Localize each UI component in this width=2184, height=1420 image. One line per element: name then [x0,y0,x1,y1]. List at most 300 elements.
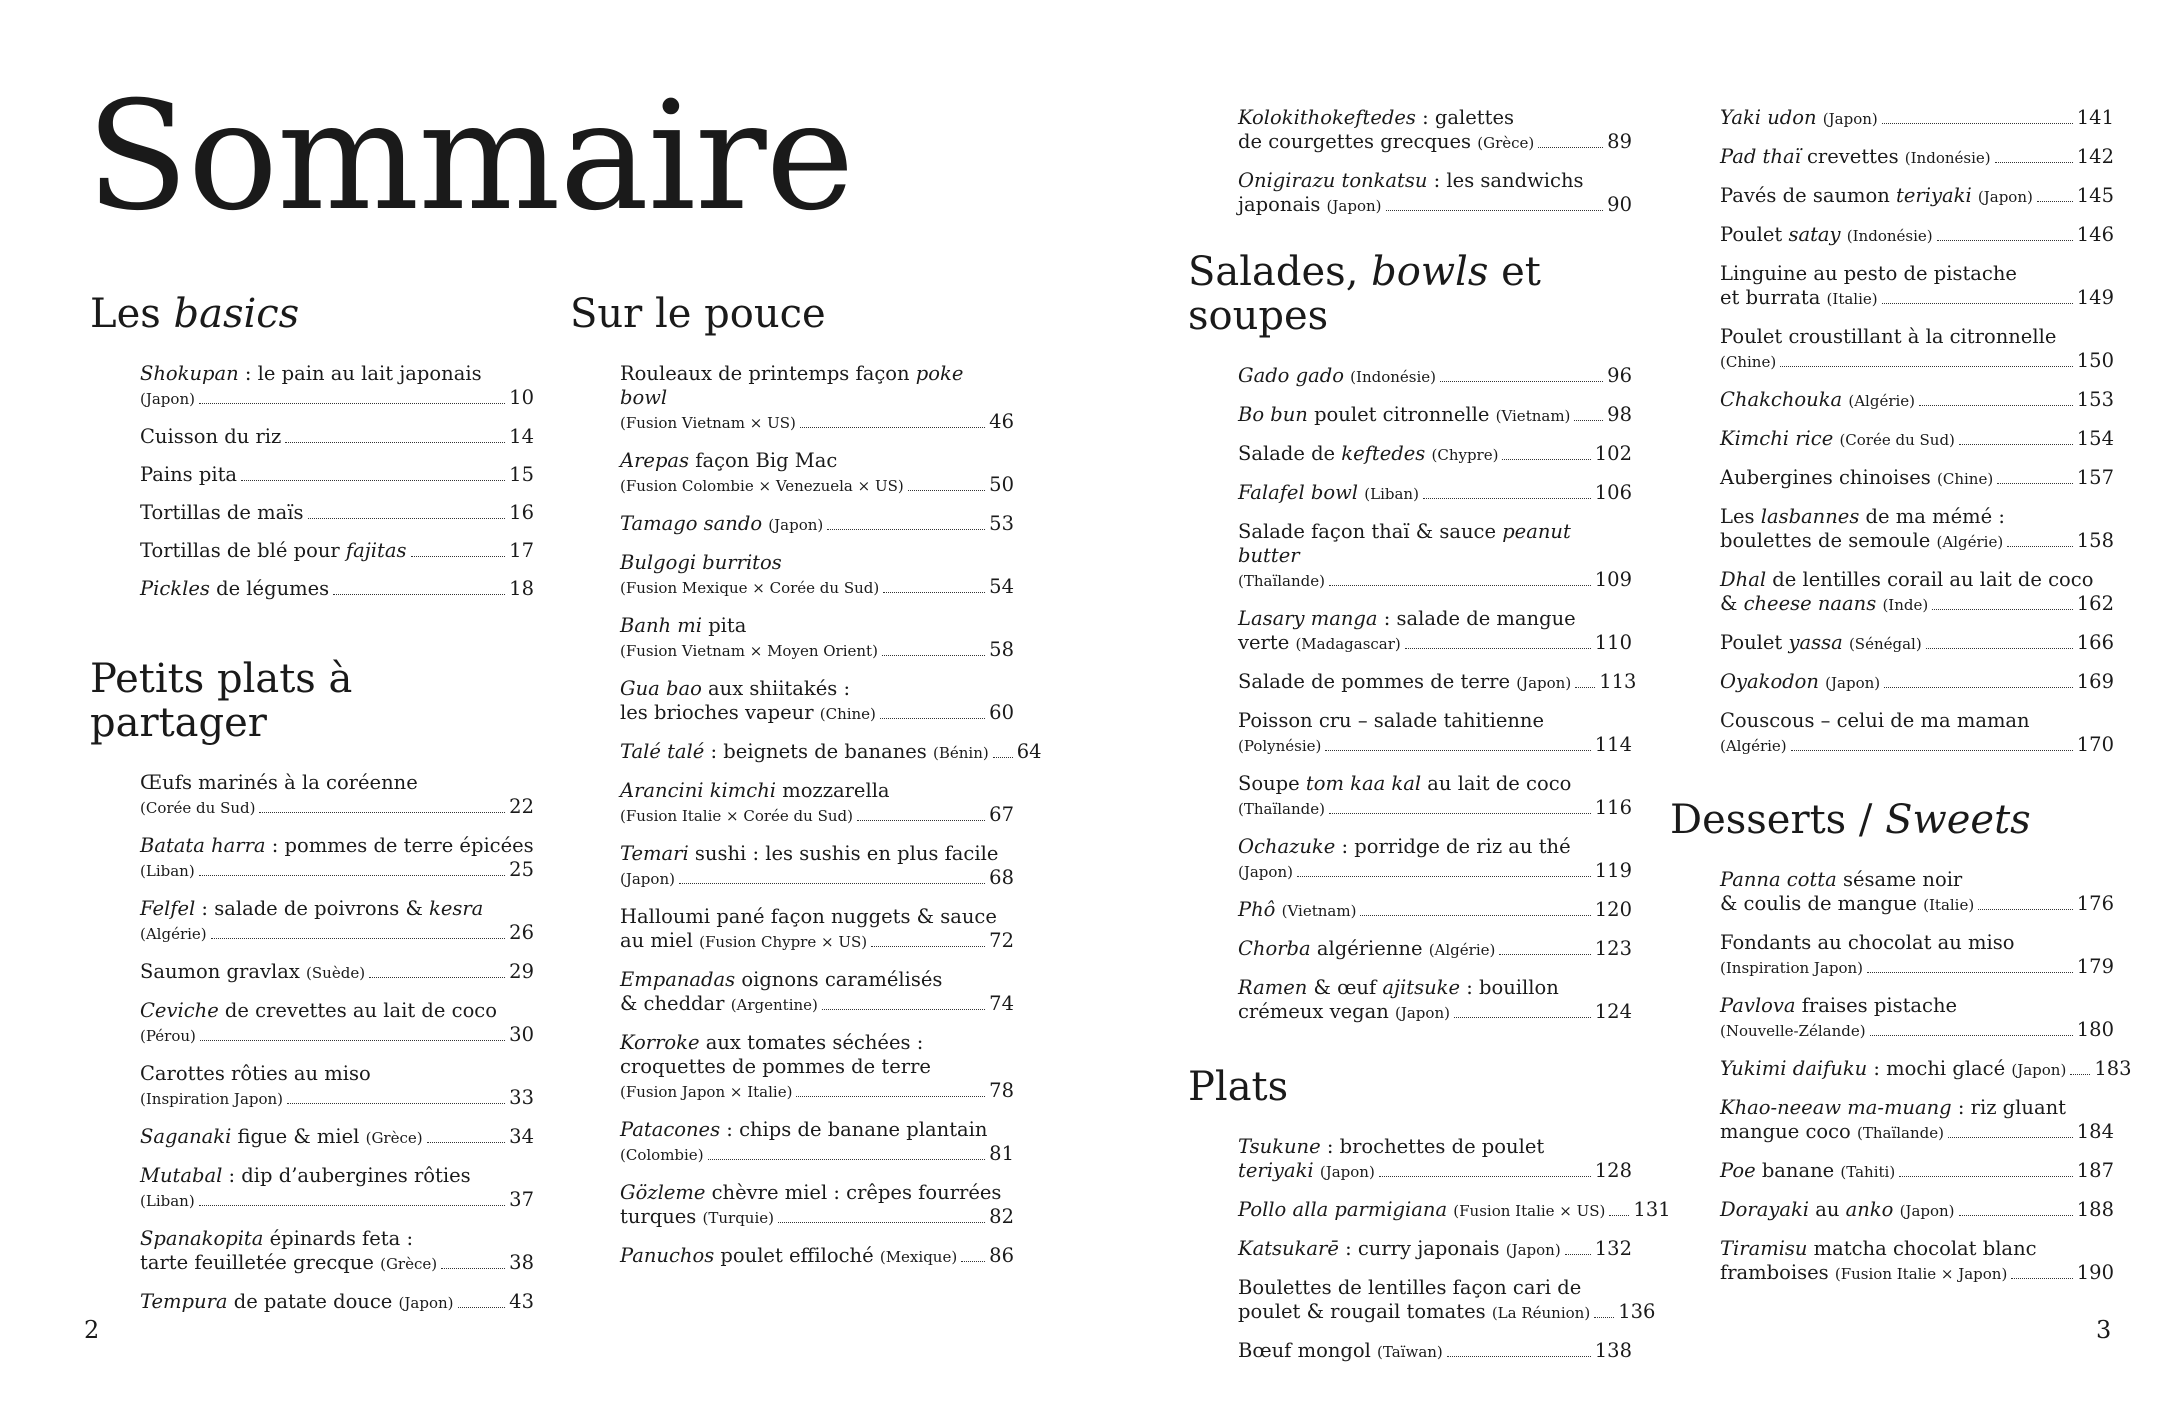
entry-page-number: 37 [509,1188,534,1211]
toc-entry[interactable] [1720,106,2114,131]
toc-entries [140,362,534,601]
entry-page-number: 109 [1594,568,1632,591]
entry-title: Yaki udon (Japon) [1720,106,1878,129]
toc-entry[interactable] [1720,184,2114,209]
entry-title: Aubergines chinoises (Chine) [1720,466,1994,489]
dot-leader [1386,210,1604,211]
entry-page-number: 53 [989,512,1014,535]
toc-entry[interactable] [1720,1057,2132,1082]
entry-title: Saganaki figue & miel (Grèce) [140,1125,423,1148]
entry-title: japonais (Japon) [1238,193,1382,216]
entry-title: Dorayaki au anko (Japon) [1720,1198,1955,1221]
dot-leader [287,1103,505,1104]
toc-entry[interactable] [1720,505,2114,554]
entry-title-line: Poisson cru – salade tahitienne [1238,709,1545,732]
entry-title-line: Temari sushi : les sushis en plus facile [620,842,999,865]
dot-leader [259,812,505,813]
entry-title: (Japon) [140,390,195,408]
dot-leader [1884,687,2073,688]
toc-entry[interactable] [1238,364,1632,389]
dot-leader [961,1261,985,1262]
entry-title-line: Œufs marinés à la coréenne [140,771,418,794]
entry-page-number: 10 [509,386,534,409]
entry-title: turques (Turquie) [620,1205,774,1228]
entry-title: & cheddar (Argentine) [620,992,818,1015]
toc-entry[interactable] [140,362,534,411]
dot-leader [871,946,985,947]
dot-leader [1882,123,2073,124]
entry-page-number: 110 [1594,631,1632,654]
entry-page-number: 46 [989,410,1014,433]
section-title: Sur le pouce [570,291,826,337]
toc-entry[interactable] [1720,1096,2114,1145]
page-number-right: 3 [2096,1316,2112,1344]
dot-leader [2037,201,2073,202]
toc-entry[interactable] [620,842,1014,891]
entry-page-number: 25 [509,858,534,881]
entry-page-number: 166 [2076,631,2114,654]
entry-title: Oyakodon (Japon) [1720,670,1881,693]
toc-entry[interactable] [620,779,1014,828]
section-plats-continued [1670,106,2114,758]
entry-title: Gado gado (Indonésie) [1238,364,1437,387]
entry-page-number: 187 [2076,1159,2114,1182]
toc-entry[interactable] [1238,1135,1632,1184]
toc-entry[interactable] [140,960,534,985]
entry-title-line: Empanadas oignons caramélisés [620,968,943,991]
toc-entry[interactable] [1238,898,1632,923]
entry-title: poulet & rougail tomates (La Réunion) [1238,1300,1591,1323]
dot-leader [1867,972,2073,973]
dot-leader [1502,459,1590,460]
toc-entry[interactable] [1720,466,2114,491]
entry-title: Katsukarē : curry japonais (Japon) [1238,1237,1561,1260]
dot-leader [1405,648,1591,649]
dot-leader [1440,381,1603,382]
entry-page-number: 120 [1594,898,1632,921]
toc-entry[interactable] [140,771,534,820]
toc-entry[interactable] [1238,670,1637,695]
section-petits-plats [90,657,534,1315]
entry-title-line: Ochazuke : porridge de riz au thé [1238,835,1571,858]
entry-title: (Algérie) [140,925,207,943]
entry-page-number: 89 [1607,130,1632,153]
entry-page-number: 60 [989,701,1014,724]
entry-title-line: Panna cotta sésame noir [1720,868,1963,891]
toc-entry[interactable] [620,1244,1014,1269]
toc-entry[interactable] [1238,976,1632,1025]
entry-title: tarte feuilletée grecque (Grèce) [140,1251,438,1274]
entry-page-number: 22 [509,795,534,818]
entry-title-line: Rouleaux de printemps façon poke bowl [620,362,964,409]
entry-title: Poulet yassa (Sénégal) [1720,631,1922,654]
toc-entry[interactable] [1238,481,1632,506]
dot-leader [1575,687,1595,688]
dot-leader [1995,162,2073,163]
toc-entry[interactable] [620,677,1014,726]
toc-entry[interactable] [1238,937,1632,962]
toc-entry[interactable] [620,1031,1014,1104]
entry-page-number: 157 [2076,466,2114,489]
entry-title-line: Bulgogi burritos [620,551,782,574]
toc-entry[interactable] [140,834,534,883]
toc-entry[interactable] [620,1118,1014,1167]
entry-title: Talé talé : beignets de bananes (Bénin) [620,740,989,763]
toc-entry[interactable] [1238,106,1632,155]
entry-title: Pickles de légumes [140,577,330,600]
entry-title: (Japon) [1238,863,1293,881]
entry-page-number: 106 [1594,481,1632,504]
entry-page-number: 33 [509,1086,534,1109]
entry-title-line: Felfel : salade de poivrons & kesra [140,897,484,920]
dot-leader [241,480,505,481]
page-title: Sommaire [86,70,854,244]
dot-leader [1899,1176,2073,1177]
entry-title: (Corée du Sud) [140,799,256,817]
entry-title: les brioches vapeur (Chine) [620,701,876,724]
entry-title-line: Arancini kimchi mozzarella [620,779,890,802]
toc-entry[interactable] [1238,709,1632,758]
dot-leader [778,1222,985,1223]
entry-title-line: Gözleme chèvre miel : crêpes fourrées [620,1181,1002,1204]
entry-title: et burrata (Italie) [1720,286,1878,309]
entry-page-number: 190 [2076,1261,2114,1284]
entry-page-number: 136 [1618,1300,1656,1323]
entry-title: (Fusion Italie × Corée du Sud) [620,807,853,825]
toc-entry[interactable] [620,740,1042,765]
entry-title: verte (Madagascar) [1238,631,1401,654]
toc-entries [1720,106,2114,758]
entry-title-line: Ceviche de crevettes au lait de coco [140,999,497,1022]
entry-title: au miel (Fusion Chypre × US) [620,929,868,952]
entry-page-number: 154 [2076,427,2114,450]
entry-page-number: 15 [509,463,534,486]
toc-entry[interactable] [1720,223,2114,248]
entry-title-line: croquettes de pommes de terre [620,1055,931,1078]
dot-leader [1325,750,1590,751]
section-sur-le-pouce-continued [1188,106,1632,218]
dot-leader [1997,483,2073,484]
toc-entry[interactable] [1238,442,1632,467]
dot-leader [458,1307,506,1308]
entry-title-line: Carottes rôties au miso [140,1062,371,1085]
entry-title: Bo bun poulet citronnelle (Vietnam) [1238,403,1571,426]
entry-title: (Fusion Vietnam × Moyen Orient) [620,642,878,660]
entry-page-number: 16 [509,501,534,524]
entry-title-line: Halloumi pané façon nuggets & sauce [620,905,997,928]
entry-title-line: Batata harra : pommes de terre épicées [140,834,534,857]
entry-page-number: 82 [989,1205,1014,1228]
toc-entry[interactable] [1720,1198,2114,1223]
dot-leader [908,490,985,491]
dot-leader [1870,1035,2073,1036]
toc-entries [140,771,534,1315]
dot-leader [1978,909,2073,910]
entry-title: Tamago sando (Japon) [620,512,824,535]
entry-page-number: 131 [1633,1198,1671,1221]
toc-entry[interactable] [1720,868,2114,917]
entry-title: Poe banane (Tahiti) [1720,1159,1896,1182]
dot-leader [369,977,505,978]
entry-title: (Japon) [620,870,675,888]
entry-title: (Pérou) [140,1027,196,1045]
entry-page-number: 132 [1594,1237,1632,1260]
toc-entry[interactable] [140,425,534,449]
toc-entry[interactable] [1720,631,2114,656]
page-number-left: 2 [84,1316,100,1344]
entry-page-number: 86 [989,1244,1014,1267]
entry-title: (Chine) [1720,353,1777,371]
section-title: Petits plats à partager [90,656,353,746]
dot-leader [1932,609,2073,610]
toc-entry[interactable] [140,999,534,1048]
toc-entry[interactable] [1720,1237,2114,1286]
dot-leader [1926,648,2073,649]
toc-entry[interactable] [1238,1237,1632,1262]
dot-leader [1423,498,1591,499]
dot-leader [796,1096,985,1097]
toc-entry[interactable] [1238,772,1632,821]
entry-page-number: 26 [509,921,534,944]
entry-page-number: 78 [989,1079,1014,1102]
toc-entry[interactable] [140,577,534,601]
dot-leader [2007,546,2073,547]
entry-title-line: Kolokithokeftedes : galettes [1238,106,1515,129]
entry-page-number: 142 [2076,145,2114,168]
entry-page-number: 123 [1594,937,1632,960]
entry-title: (Inspiration Japon) [1720,959,1864,977]
entry-page-number: 150 [2076,349,2114,372]
toc-column-1 [90,292,534,1371]
entry-page-number: 146 [2076,223,2114,246]
toc-entry[interactable] [1720,994,2114,1043]
toc-entry[interactable] [620,362,1014,435]
entry-page-number: 158 [2076,529,2114,552]
dot-leader [1360,915,1590,916]
toc-entry[interactable] [620,1181,1014,1230]
entry-title-line: Fondants au chocolat au miso [1720,931,2015,954]
dot-leader [827,529,985,530]
dot-leader [1919,405,2073,406]
dot-leader [411,556,506,557]
entry-page-number: 54 [989,575,1014,598]
toc-entry[interactable] [1720,931,2114,980]
entry-page-number: 113 [1599,670,1637,693]
dot-leader [1447,1356,1591,1357]
entry-page-number: 145 [2076,184,2114,207]
entry-page-number: 180 [2076,1018,2114,1041]
entry-page-number: 138 [1594,1339,1632,1362]
entry-page-number: 116 [1594,796,1632,819]
entry-title: Poulet satay (Indonésie) [1720,223,1933,246]
toc-entry[interactable] [140,463,534,487]
toc-entry[interactable] [1720,568,2114,617]
entry-title: Kimchi rice (Corée du Sud) [1720,427,1955,450]
entry-title: Salade de pommes de terre (Japon) [1238,670,1572,693]
section-title: Desserts / Sweets [1670,797,2031,843]
dot-leader [1937,240,2073,241]
entry-title: (Thaïlande) [1238,572,1325,590]
toc-entry[interactable] [1238,520,1632,593]
entry-title: Pavés de saumon teriyaki (Japon) [1720,184,2033,207]
dot-leader [2011,1278,2072,1279]
dot-leader [993,757,1013,758]
toc-entries [620,362,1042,1269]
dot-leader [1538,147,1603,148]
section-title: Les basics [90,291,300,337]
entry-title-line: Poulet croustillant à la citronnelle [1720,325,2057,348]
toc-entry[interactable] [140,1062,534,1111]
dot-leader [199,403,505,404]
toc-entry[interactable] [620,905,1014,954]
toc-column-4 [1670,106,2132,1342]
entry-title-line: Patacones : chips de banane plantain [620,1118,988,1141]
toc-entry[interactable] [1720,709,2114,758]
toc-entry[interactable] [1238,835,1632,884]
toc-entries [1720,868,2132,1286]
entry-page-number: 68 [989,866,1014,889]
entry-title-line: Spanakopita épinards feta : [140,1227,414,1250]
toc-entry[interactable] [140,539,534,563]
entry-page-number: 176 [2076,892,2114,915]
entry-title-line: Soupe tom kaa kal au lait de coco [1238,772,1572,795]
entry-title-line: Khao-neeaw ma-muang : riz gluant [1720,1096,2066,1119]
toc-entry[interactable] [620,968,1014,1017]
dot-leader [199,1205,506,1206]
entry-title: mangue coco (Thaïlande) [1720,1120,1944,1143]
toc-entries [1238,1135,1671,1364]
section-basics [90,292,534,601]
section-title: Plats [1188,1064,1289,1110]
dot-leader [200,1040,505,1041]
section-plats [1188,1064,1671,1364]
entry-title: Salade de keftedes (Chypre) [1238,442,1499,465]
toc-entry[interactable] [1238,403,1632,428]
entry-title: de courgettes grecques (Grèce) [1238,130,1535,153]
dot-leader [1882,303,2073,304]
entry-title: Chakchouka (Algérie) [1720,388,1916,411]
entry-title: & coulis de mangue (Italie) [1720,892,1975,915]
toc-entry[interactable] [620,614,1014,663]
entry-title: (Thaïlande) [1238,800,1325,818]
section-title: Salades, bowls et soupes [1188,249,1541,339]
dot-leader [285,442,505,443]
entry-title: (Colombie) [620,1146,704,1164]
toc-entry[interactable] [140,1227,534,1276]
section-sur-le-pouce [570,291,1042,1269]
entry-page-number: 50 [989,473,1014,496]
dot-leader [1609,1215,1629,1216]
toc-entry[interactable] [1720,145,2114,170]
toc-entry[interactable] [140,1164,534,1213]
entry-title: (Liban) [140,862,195,880]
toc-entry[interactable] [1720,670,2114,695]
toc-entry[interactable] [1238,169,1632,218]
dot-leader [880,718,985,719]
entry-title-line: Shokupan : le pain au lait japonais [140,362,482,385]
toc-entry[interactable] [620,551,1014,600]
toc-entry[interactable] [1720,325,2114,374]
entry-page-number: 81 [989,1142,1014,1165]
entry-title-line: Tsukune : brochettes de poulet [1238,1135,1545,1158]
toc-entry[interactable] [1238,1339,1632,1364]
dot-leader [1297,876,1591,877]
entry-title-line: Salade façon thaï & sauce peanut butter [1238,520,1571,567]
toc-entry[interactable] [620,449,1014,498]
entry-page-number: 179 [2076,955,2114,978]
toc-entry[interactable] [140,897,534,946]
toc-entry[interactable] [1720,262,2114,311]
entry-title-line: Lasary manga : salade de mangue [1238,607,1576,630]
toc-entry[interactable] [1720,427,2114,452]
entry-title-line: Les lasbannes de ma mémé : [1720,505,2005,528]
entry-title-line: Boulettes de lentilles façon cari de [1238,1276,1582,1299]
toc-entry[interactable] [1238,1198,1671,1223]
entry-title: & cheese naans (Inde) [1720,592,1929,615]
dot-leader [308,518,506,519]
entry-title: (Inspiration Japon) [140,1090,284,1108]
entry-page-number: 98 [1607,403,1632,426]
toc-entry[interactable] [1238,607,1632,656]
dot-leader [800,427,985,428]
entry-page-number: 170 [2076,733,2114,756]
dot-leader [1499,954,1590,955]
toc-entry[interactable] [1720,1159,2114,1184]
entry-title: Panuchos poulet effiloché (Mexique) [620,1244,958,1267]
entry-title: (Liban) [140,1192,195,1210]
toc-entry[interactable] [1720,388,2114,413]
entry-page-number: 102 [1594,442,1632,465]
toc-entry[interactable] [140,501,534,525]
dot-leader [1329,585,1591,586]
dot-leader [857,820,985,821]
toc-entries [1238,106,1632,218]
entry-title: (Nouvelle-Zélande) [1720,1022,1866,1040]
entry-title-line: Couscous – celui de ma maman [1720,709,2030,732]
entry-title: teriyaki (Japon) [1238,1159,1375,1182]
dot-leader [1594,1317,1614,1318]
entry-page-number: 184 [2076,1120,2114,1143]
entry-page-number: 119 [1594,859,1632,882]
dot-leader [1379,1176,1591,1177]
entry-page-number: 29 [509,960,534,983]
entry-page-number: 64 [1016,740,1042,763]
dot-leader [211,938,506,939]
entry-page-number: 38 [509,1251,534,1274]
dot-leader [441,1268,505,1269]
entry-title: Cuisson du riz [140,425,282,448]
entry-page-number: 18 [509,577,534,600]
entry-title: (Fusion Vietnam × US) [620,414,796,432]
toc-entry[interactable] [1238,1276,1656,1325]
entry-page-number: 58 [989,638,1014,661]
toc-column-3 [1188,106,1671,1420]
entry-page-number: 72 [989,929,1014,952]
entry-page-number: 183 [2094,1057,2132,1080]
entry-title: Phô (Vietnam) [1238,898,1357,921]
entry-title-line: Korroke aux tomates séchées : [620,1031,924,1054]
toc-column-2 [570,291,1042,1325]
entry-page-number: 67 [989,803,1014,826]
toc-entry[interactable] [620,512,1014,537]
entry-title: Tortillas de maïs [140,501,304,524]
toc-entry[interactable] [140,1290,534,1315]
toc-entry[interactable] [140,1125,534,1150]
entry-title: Pad thaï crevettes (Indonésie) [1720,145,1991,168]
entry-title-line: Tiramisu matcha chocolat blanc [1720,1237,2037,1260]
entry-page-number: 90 [1607,193,1632,216]
entry-title-line: Pavlova fraises pistache [1720,994,1958,1017]
